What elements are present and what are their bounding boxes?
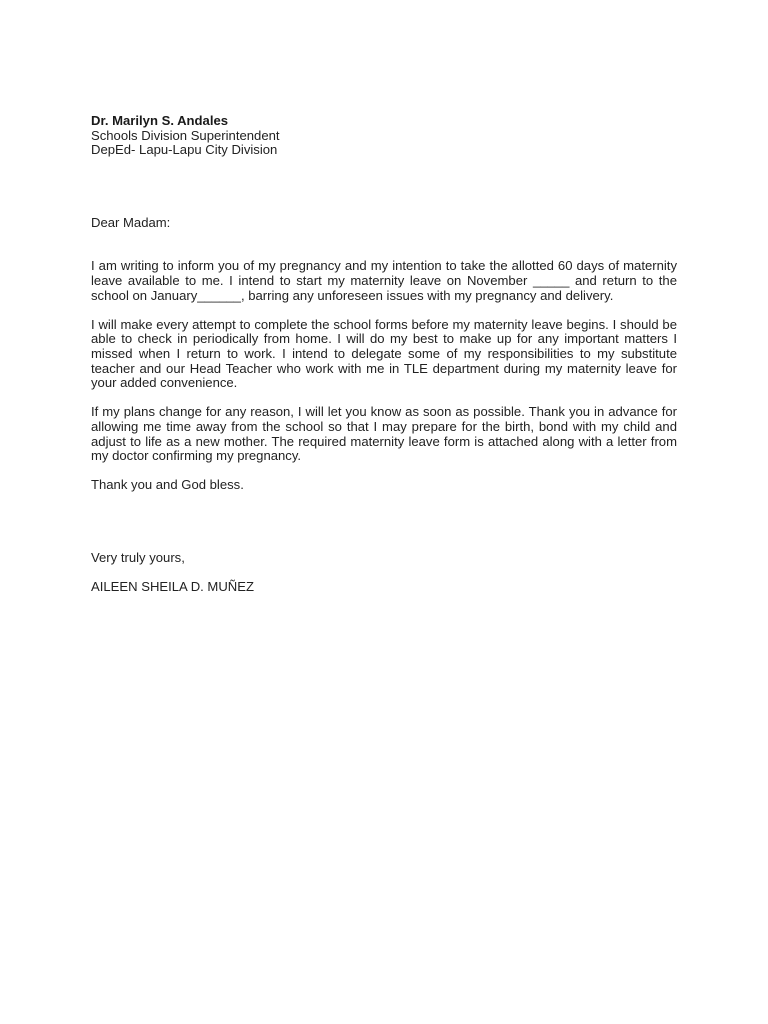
recipient-office: DepEd- Lapu-Lapu City Division [91, 142, 278, 158]
recipient-name: Dr. Marilyn S. Andales [91, 113, 229, 128]
recipient-block [91, 114, 677, 158]
body-paragraph-1: I am writing to inform you of my pregnancy and my intention to take the allotted 60 days of maternity leave available to me. I intend to start my maternity leave on November _____ and return to the school on January______, barring any unforeseen issues with my pregnancy and delivery. [91, 258, 677, 303]
signature-name: AILEEN SHEILA D. MUÑEZ [91, 579, 254, 595]
body-paragraph-3: If my plans change for any reason, I will let you know as soon as possible. Thank you in advance for allowing me time away from the school so that I may prepare for the birth, bond with my child and adjust to life as a new mother. The required maternity leave form is attached along with a letter from my doctor confirming my pregnancy. [91, 404, 677, 464]
recipient-title: Schools Division Superintendent [91, 127, 280, 143]
letter-content [91, 114, 677, 595]
body-paragraph-2: I will make every attempt to complete the school forms before my maternity leave begins. I should be able to check in periodically from home. I will do my best to make up for any important matters I missed when I return to work. I intend to delegate some of my responsibilities to my substitute teacher and our Head Teacher who work with me in TLE department during my maternity leave for your added convenience. [91, 316, 677, 391]
closing-line: Very truly yours, [91, 549, 185, 565]
thanks-line: Thank you and God bless. [91, 477, 244, 493]
salutation: Dear Madam: [91, 214, 171, 230]
